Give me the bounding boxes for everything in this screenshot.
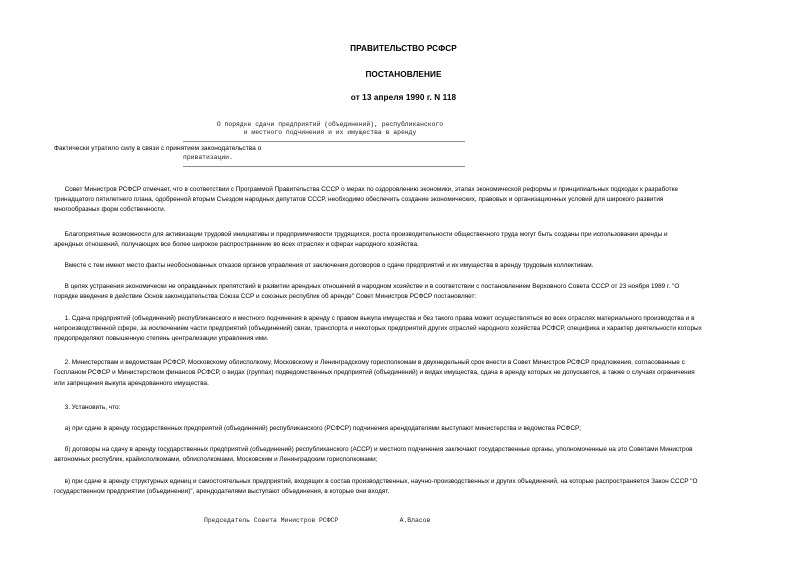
paragraph — [54, 282, 774, 302]
paragraph — [54, 230, 774, 250]
paragraph-line: государственном предприятии (объединении)", арендодателями выступают объединения, в которые они входят. — [54, 487, 390, 495]
document-body — [54, 185, 774, 497]
paragraph-line: многообразных форм собственности. — [54, 206, 166, 214]
paragraph-line: Благоприятные возможности для активизации трудовой инициативы и предприимчивости трудящихся, роста производительности общественного труда могут быть созданы при использовании аренды и — [54, 230, 668, 238]
paragraph — [54, 403, 774, 413]
paragraph-line: В целях устранения экономически не оправданных препятствий в развитии арендных отношений в народном хозяйстве и в соответствии с постановлением Верховного Совета СССР от 23 ноября 1989 г. "О — [54, 283, 680, 291]
paragraph — [54, 261, 774, 271]
signatory-title: Председатель Совета Министров РСФСР — [204, 517, 339, 524]
paragraph — [54, 314, 774, 345]
paragraph-line: или запрещения выкупа арендованного имущества. — [54, 379, 209, 387]
status-note-line-2: приватизации. — [183, 154, 233, 161]
paragraph-line: Вместе с тем имеют место факты необоснованных отказов органов управления от заключения договоров о сдаче предприятий и их имущества в аренду трудовым коллективам. — [54, 262, 594, 270]
paragraph — [54, 445, 774, 465]
status-note-rule — [183, 166, 465, 167]
paragraph-line: 3. Установить, что: — [54, 403, 121, 411]
document-type: ПОСТАНОВЛЕНИЕ — [365, 70, 442, 79]
paragraph — [54, 358, 774, 389]
document-date-number: от 13 апреля 1990 г. N 118 — [350, 93, 457, 102]
paragraph-line: арендных отношений, получающих все более широкое распространение во всех отраслях и сферах народного хозяйства. — [54, 240, 419, 248]
paragraph-line: в) при сдаче в аренду структурных единиц и самостоятельных предприятий, входящих в состав производственных, научно-производственных и других объединений, на которые распространяется Закон СССР "О — [54, 477, 698, 485]
paragraph-line: Совет Министров РСФСР отмечает, что в соответствии с Программой Правительства СССР о мерах по оздоровлению экономики, этапах экономической реформы и принципиальных подходах к разработке — [54, 186, 679, 193]
paragraph-line: автономных республик, крайисполкомами, облисполкомами, Московским и Ленинградским горисполкомами; — [54, 456, 378, 464]
paragraph-line: Госпланом РСФСР и Министерством финансов РСФСР, о видах (группах) подведомственных предприятий (объединений) и видах имущества, сдача в аренду которых не допускается, а также о случаях ограничения — [54, 369, 695, 377]
paragraph-line: б) договоры на сдачу в аренду государственных предприятий (объединений) республиканского (АССР) и местного подчинения заключают государственные органы, уполномоченные на это Советами Министров — [54, 446, 693, 454]
paragraph — [54, 477, 774, 497]
subject-line-2: и местного подчинения и их имущества в аренду — [243, 129, 417, 136]
subject-line-1: О порядке сдачи предприятий (объединений), республиканского — [216, 121, 444, 128]
signatory-name: А.Власов — [399, 517, 431, 524]
paragraph-line: 2. Министерствам и ведомствам РСФСР, Московскому облисполкому, Московскому и Ленинградскому горисполкомам в двухнедельный срок внести в Совет Министров РСФСР предложения, согласованные с — [54, 359, 685, 367]
subject-rule — [183, 141, 465, 142]
status-note-line-1: Фактически утратило силу в связи с принятием законодательства о — [54, 145, 262, 152]
issuing-authority: ПРАВИТЕЛЬСТВО РСФСР — [350, 44, 457, 53]
paragraph — [54, 185, 774, 216]
paragraph-line: непроизводственной сфере, за исключением части предприятий (объединений) связи, транспорта и некоторых предприятий других отраслей народного хозяйства РСФСР, специфика и характер деятельности которых — [54, 324, 702, 332]
document-subject — [180, 121, 480, 137]
paragraph-line: предопределяют повышенную степень централизации управления ими. — [54, 335, 269, 343]
paragraph-line: тринадцатого пятилетнего плана, одобренной вторым Съездом народных депутатов СССР, необходимо обеспечить создание экономических, правовых и организационных условий для широкого развития — [54, 196, 664, 204]
paragraph-line: а) при сдаче в аренду государственных предприятий (объединений) республиканского (РСФСР) подчинения арендодателями выступают министерства и ведомства РСФСР; — [54, 425, 581, 433]
signature-block — [204, 517, 430, 524]
paragraph-line: порядке введения в действие Основ законодательства Союза ССР и союзных республик об аренде" Совет Министров РСФСР постановляет: — [54, 293, 477, 301]
paragraph-line: 1. Сдача предприятий (объединений) республиканского и местного подчинения в аренду с правом выкупа имущества и без такого права может осуществляться во всех отраслях материального производства и в — [54, 314, 695, 322]
paragraph — [54, 424, 774, 434]
